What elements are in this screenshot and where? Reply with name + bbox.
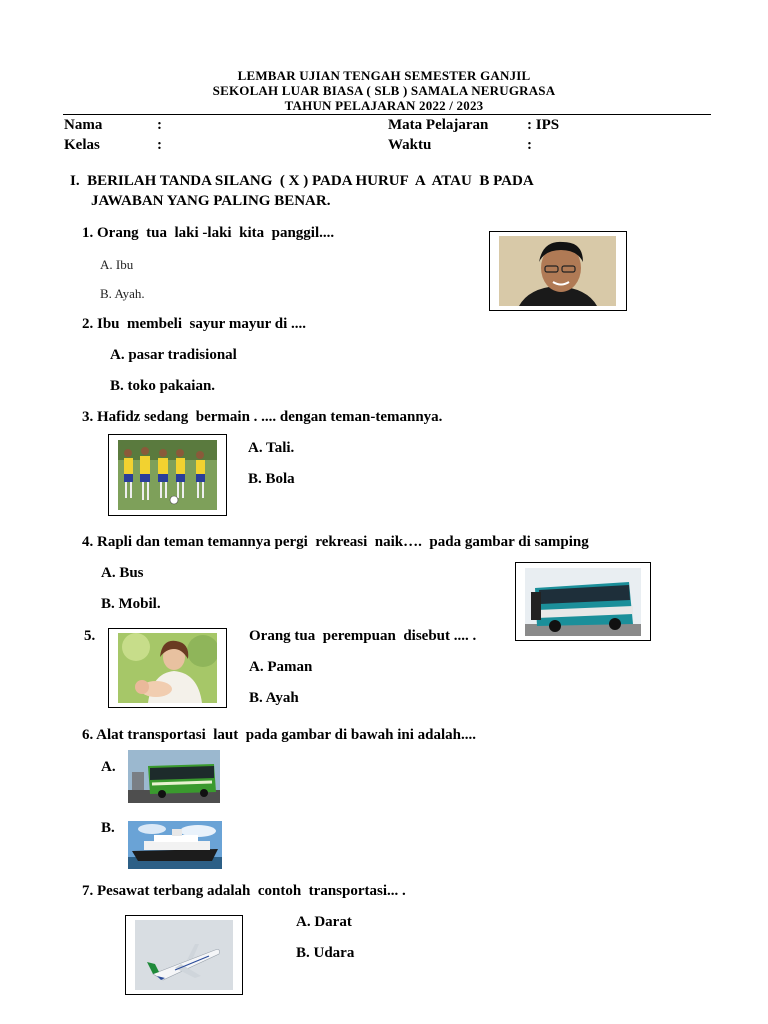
question-3-option-b[interactable]: B. Bola	[248, 471, 295, 487]
question-4-image-frame	[515, 562, 651, 641]
question-1-option-b[interactable]: B. Ayah.	[100, 286, 145, 301]
question-2-text: 2. Ibu membeli sayur mayur di ....	[82, 316, 307, 332]
section-instruction-line2: JAWABAN YANG PALING BENAR.	[91, 193, 331, 209]
question-4-option-b[interactable]: B. Mobil.	[101, 596, 161, 612]
school-name: SEKOLAH LUAR BIASA ( SLB ) SAMALA NERUGRASA	[212, 83, 556, 98]
question-3-option-a[interactable]: A. Tali.	[248, 440, 295, 456]
question-1-option-a[interactable]: A. Ibu	[100, 257, 134, 272]
question-1-text: 1. Orang tua laki -laki kita panggil....	[82, 225, 335, 241]
kelas-colon: :	[157, 137, 162, 153]
question-5-text: Orang tua perempuan disebut .... .	[249, 628, 477, 644]
kids-soccer-image	[118, 440, 217, 510]
nama-colon: :	[157, 117, 162, 133]
waktu-label: Waktu	[388, 137, 432, 153]
section-instruction-line1: I. BERILAH TANDA SILANG ( X ) PADA HURUF A ATAU B PADA	[70, 173, 534, 189]
question-6-text: 6. Alat transportasi laut pada gambar di bawah ini adalah....	[82, 727, 476, 743]
question-7-text: 7. Pesawat terbang adalah contoh transportasi... .	[82, 883, 406, 899]
green-bus-image	[128, 750, 220, 803]
tour-bus-image	[525, 568, 641, 636]
mapel-value: : IPS	[527, 117, 560, 133]
man-portrait-image	[499, 236, 616, 306]
question-7-option-b[interactable]: B. Udara	[296, 945, 355, 961]
nama-label: Nama	[64, 117, 103, 133]
mother-baby-image	[118, 633, 217, 703]
question-5-image-frame	[108, 628, 227, 708]
question-4-option-a[interactable]: A. Bus	[101, 565, 144, 581]
airplane-image	[135, 920, 233, 990]
question-4-text: 4. Rapli dan teman temannya pergi rekreasi naik…. pada gambar di samping	[82, 534, 589, 550]
question-3-text: 3. Hafidz sedang bermain . .... dengan teman-temannya.	[82, 409, 443, 425]
question-2-option-a[interactable]: A. pasar tradisional	[110, 347, 237, 363]
question-2-option-b[interactable]: B. toko pakaian.	[110, 378, 216, 394]
waktu-value: :	[527, 137, 532, 153]
question-5-option-a[interactable]: A. Paman	[249, 659, 313, 675]
question-6-option-a[interactable]: A.	[101, 759, 116, 775]
question-5-number: 5.	[84, 628, 96, 644]
question-6-option-b[interactable]: B.	[101, 820, 115, 836]
question-7-option-a[interactable]: A. Darat	[296, 914, 352, 930]
question-5-option-b[interactable]: B. Ayah	[249, 690, 299, 706]
school-year: TAHUN PELAJARAN 2022 / 2023	[284, 98, 484, 113]
question-7-image-frame	[125, 915, 243, 995]
kelas-label: Kelas	[64, 137, 100, 153]
mapel-label: Mata Pelajaran	[388, 117, 489, 133]
question-3-image-frame	[108, 434, 227, 516]
question-1-image-frame	[489, 231, 627, 311]
exam-title: LEMBAR UJIAN TENGAH SEMESTER GANJIL	[237, 68, 531, 83]
header-divider	[63, 114, 711, 115]
cruise-ship-image	[128, 821, 222, 869]
